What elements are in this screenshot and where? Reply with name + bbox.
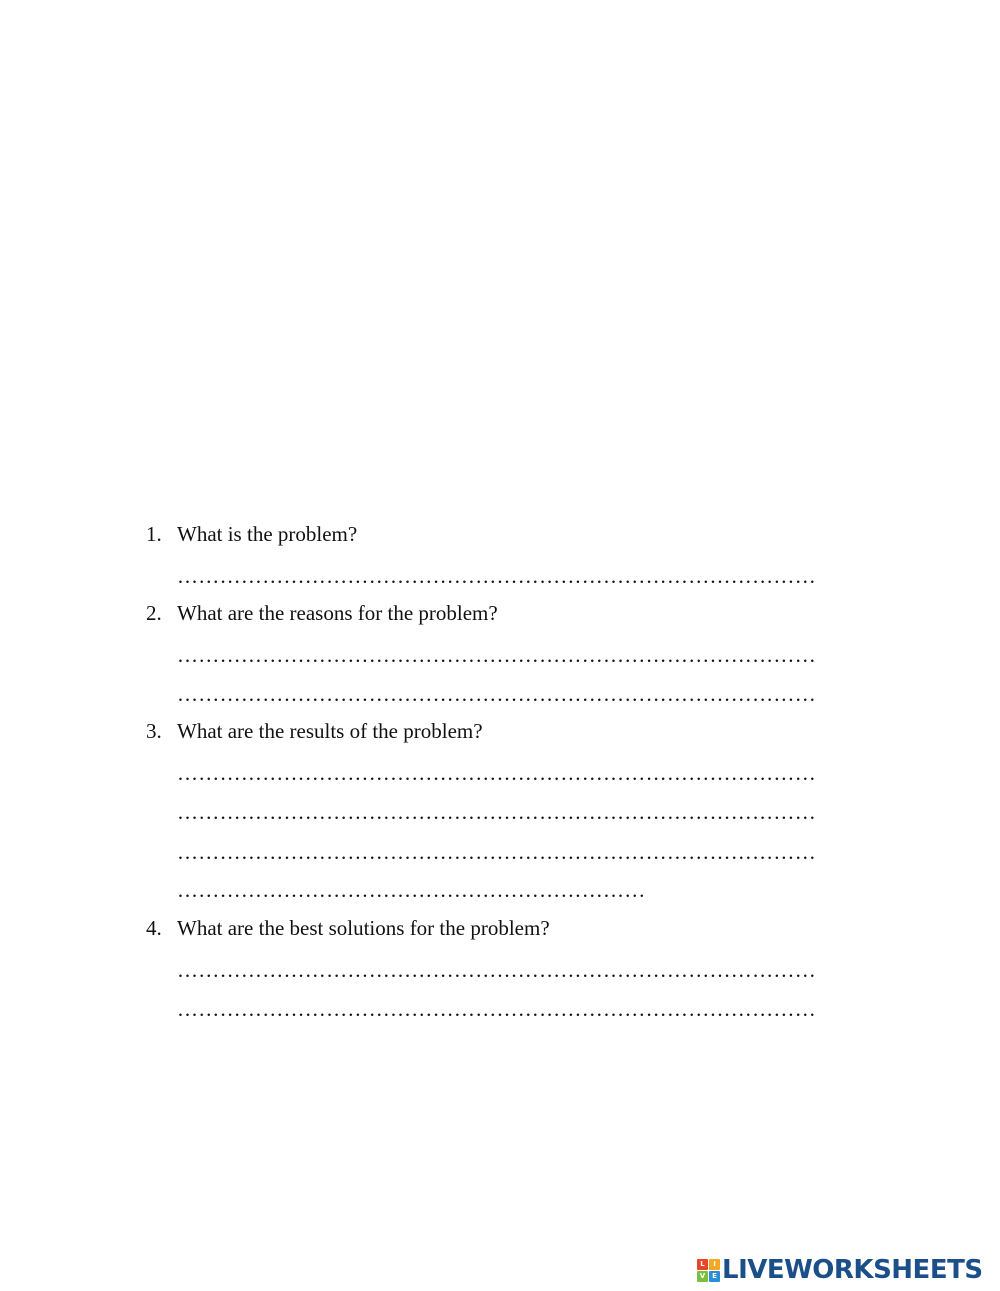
answer-line-3-3[interactable]: ……………………………………………………………………………… bbox=[177, 840, 816, 864]
question-number: 2. bbox=[146, 601, 162, 625]
logo-block-v: V bbox=[697, 1271, 708, 1282]
question-1 bbox=[146, 522, 357, 546]
live-blocks-icon bbox=[697, 1259, 720, 1282]
question-text: What is the problem? bbox=[177, 522, 358, 546]
logo-block-l: L bbox=[697, 1259, 708, 1270]
question-text: What are the results of the problem? bbox=[177, 719, 483, 743]
answer-line-1-1[interactable]: ……………………………………………………………………………… bbox=[177, 564, 816, 588]
answer-line-3-2[interactable]: ……………………………………………………………………………… bbox=[177, 800, 816, 824]
question-text: What are the reasons for the problem? bbox=[177, 601, 498, 625]
question-3 bbox=[146, 719, 483, 743]
answer-line-4-2[interactable]: ……………………………………………………………………………… bbox=[177, 997, 816, 1021]
answer-line-2-1[interactable]: ……………………………………………………………………………… bbox=[177, 643, 816, 667]
question-text: What are the best solutions for the problem? bbox=[177, 916, 550, 940]
answer-line-4-1[interactable]: ……………………………………………………………………………… bbox=[177, 958, 816, 982]
logo-block-e: E bbox=[709, 1271, 720, 1282]
question-2 bbox=[146, 601, 498, 625]
liveworksheets-logo[interactable] bbox=[697, 1255, 983, 1285]
question-4 bbox=[146, 916, 550, 940]
logo-block-i: I bbox=[709, 1259, 720, 1270]
question-number: 3. bbox=[146, 719, 162, 743]
question-number: 1. bbox=[146, 522, 162, 546]
logo-wordmark: LIVEWORKSHEETS bbox=[722, 1255, 983, 1285]
answer-line-3-4[interactable]: ………………………………………………………… bbox=[177, 878, 646, 902]
answer-line-2-2[interactable]: ……………………………………………………………………………… bbox=[177, 682, 816, 706]
answer-line-3-1[interactable]: ……………………………………………………………………………… bbox=[177, 761, 816, 785]
question-number: 4. bbox=[146, 916, 162, 940]
